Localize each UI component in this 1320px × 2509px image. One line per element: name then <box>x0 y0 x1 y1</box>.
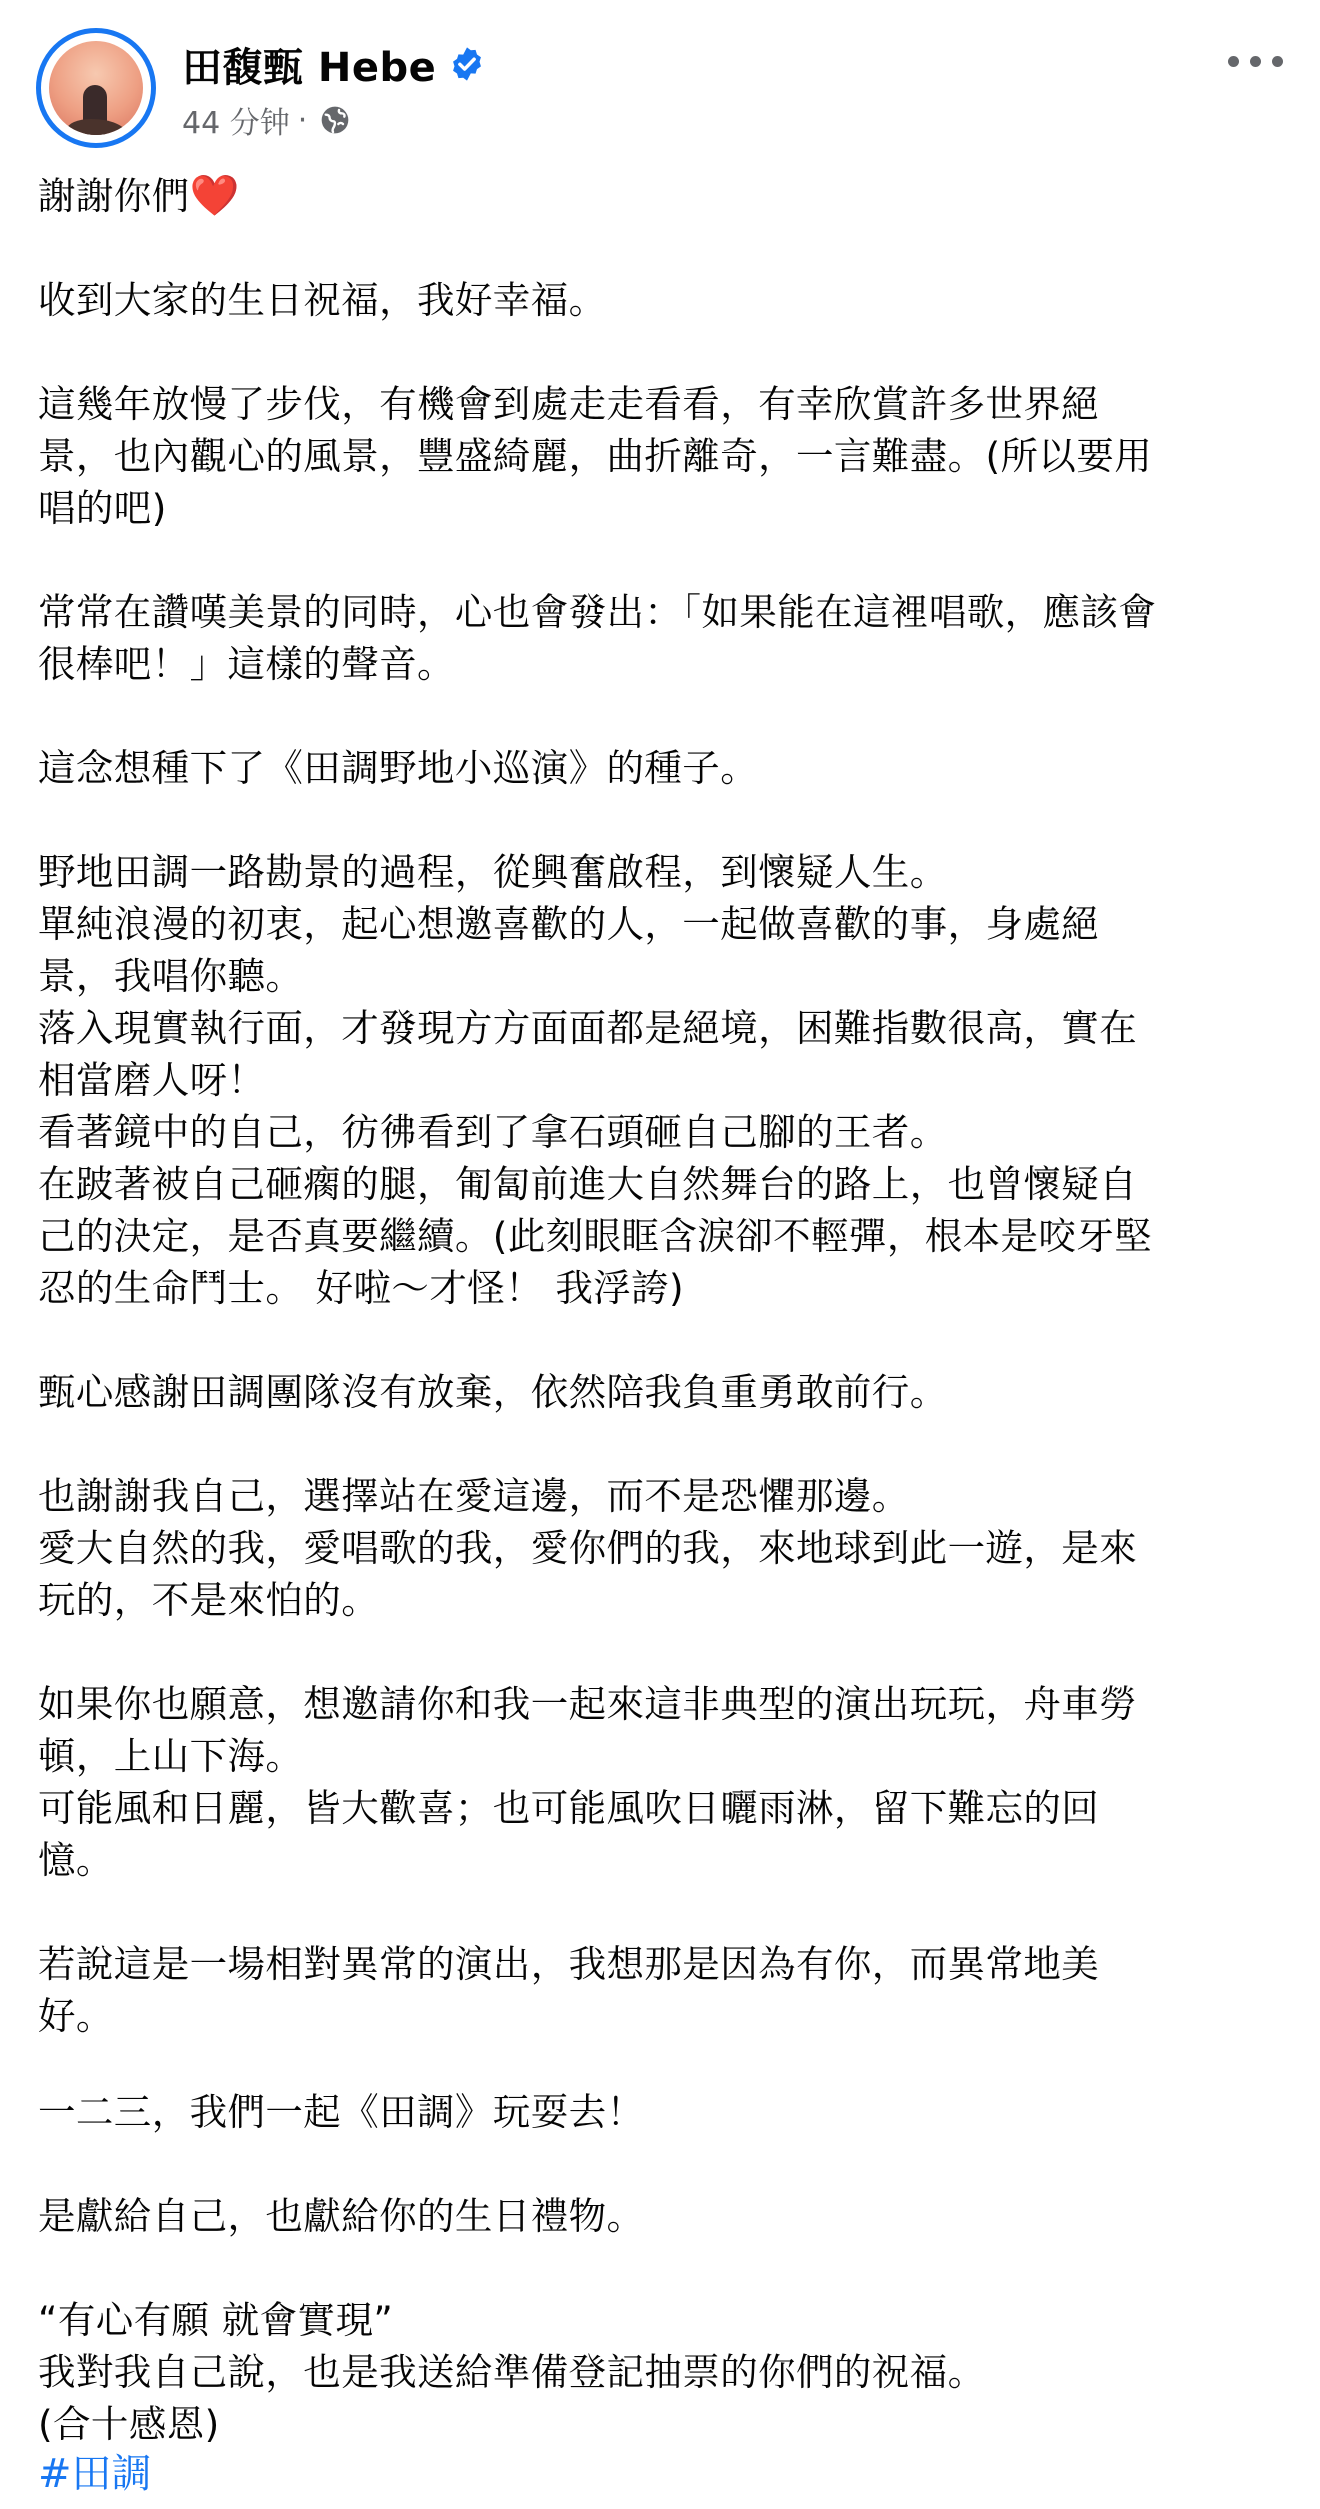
post-greeting <box>38 170 1288 222</box>
post-paragraph: “有心有願 就會實現” 我對我自己說，也是我送給準備登記抽票的你們的祝福。 (合十感恩) <box>38 2298 986 2446</box>
avatar[interactable] <box>36 28 156 148</box>
verified-badge-icon <box>448 45 486 83</box>
more-options-icon <box>1250 56 1261 67</box>
post-paragraph: 野地田調一路勘景的過程，從興奮啟程，到懷疑人生。 單純浪漫的初衷，起心想邀喜歡的人，一起做喜歡的事，身處絕 景，我唱你聽。 落入現實執行面，才發現方方面面都是絕境，困難指數很高，實在 相當磨人呀！ 看著鏡中的自己，彷彿看到了拿石頭砸自己腳的王者。 在跛著被自己砸瘸的腿，匍匐前進大自然舞台的路上，也曾懷疑自 己的決定，是否真要繼續。(此刻眼眶含淚卻不輕彈，根本是咬牙堅 忍的生命鬥士。 好啦～才怪！ 我浮誇) <box>38 850 1153 1310</box>
post-paragraph: 也謝謝我自己，選擇站在愛這邊，而不是恐懼那邊。 愛大自然的我，愛唱歌的我，愛你們的我，來地球到此一遊，是來 玩的，不是來怕的。 <box>38 1474 1138 1622</box>
hashtag-link[interactable]: #田調 <box>38 2451 152 2497</box>
avatar-image <box>49 41 143 135</box>
more-options-icon <box>1228 56 1239 67</box>
post-paragraph: 這念想種下了《田調野地小巡演》的種子。 <box>38 746 759 790</box>
more-options-icon <box>1272 56 1283 67</box>
post-body <box>38 170 1288 2450</box>
heart-emoji: ❤️ <box>189 173 240 219</box>
globe-icon[interactable] <box>319 104 351 136</box>
more-options-button[interactable] <box>1226 44 1286 78</box>
post-header <box>0 0 1320 150</box>
author-row <box>182 38 486 90</box>
post-paragraph: 甄心感謝田調團隊沒有放棄，依然陪我負重勇敢前行。 <box>38 1370 948 1414</box>
greeting-text: 謝謝你們 <box>38 174 190 218</box>
post-paragraph: 是獻給自己，也獻給你的生日禮物。 <box>38 2194 645 2238</box>
post-meta <box>182 98 351 142</box>
author-name[interactable]: 田馥甄 Hebe <box>182 44 437 91</box>
post-timestamp[interactable]: 44 分钟 <box>182 106 290 141</box>
post-paragraph: 收到大家的生日祝福，我好幸福。 <box>38 278 607 322</box>
post-paragraph: 這幾年放慢了步伐，有機會到處走走看看，有幸欣賞許多世界絕 景，也內觀心的風景，豐盛綺麗，曲折離奇，一言難盡。(所以要用 唱的吧) <box>38 382 1153 530</box>
post-paragraph: 如果你也願意，想邀請你和我一起來這非典型的演出玩玩，舟車勞 頓，上山下海。 可能風和日麗，皆大歡喜；也可能風吹日曬雨淋，留下難忘的回 憶。 <box>38 1682 1138 1882</box>
meta-separator: · <box>297 102 308 138</box>
post-paragraph: 一二三，我們一起《田調》玩耍去！ <box>38 2090 645 2134</box>
post-paragraph: 常常在讚嘆美景的同時，心也會發出：「如果能在這裡唱歌，應該會 很棒吧！」這樣的聲音。 <box>38 590 1157 686</box>
post-paragraph: 若說這是一場相對異常的演出，我想那是因為有你，而異常地美 好。 <box>38 1942 1100 2038</box>
avatar-rock <box>67 119 127 135</box>
